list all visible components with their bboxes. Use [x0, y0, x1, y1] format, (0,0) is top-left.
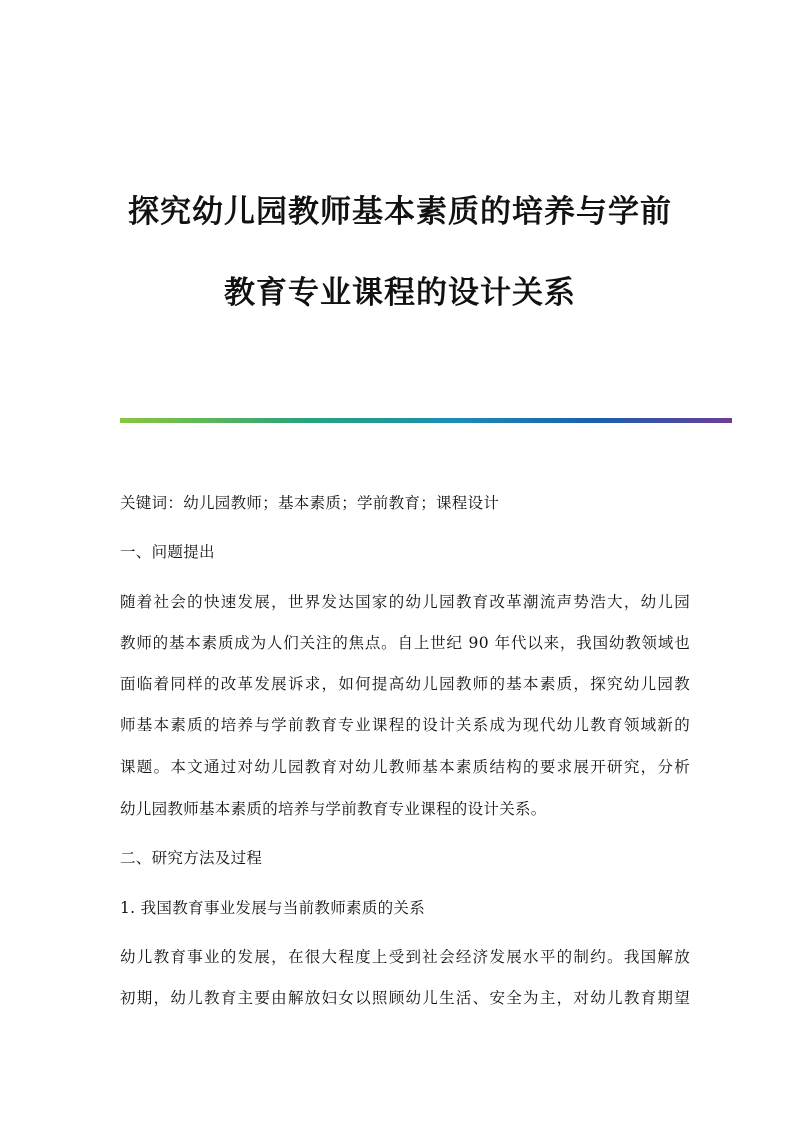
- paragraph-line: 面临着同样的改革发展诉求，如何提高幼儿园教师的基本素质，探究幼儿园教: [120, 675, 690, 693]
- paragraph-line: 幼儿园教师基本素质的培养与学前教育专业课程的设计关系。: [120, 800, 547, 818]
- paragraph-line: 幼儿教育事业的发展，在很大程度上受到社会经济发展水平的制约。我国解放: [120, 948, 690, 966]
- gradient-divider: [120, 418, 732, 423]
- paragraph-line: 师基本素质的培养与学前教育专业课程的设计关系成为现代幼儿教育领域新的: [120, 716, 690, 734]
- paragraph-line: 初期，幼儿教育主要由解放妇女以照顾幼儿生活、安全为主，对幼儿教育期望: [120, 989, 690, 1007]
- document-title-line-2: 教育专业课程的设计关系: [224, 275, 576, 311]
- section-2-heading: 二、研究方法及过程: [120, 849, 263, 867]
- section-1-heading: 一、问题提出: [120, 543, 215, 561]
- section-2-subheading: 1. 我国教育事业发展与当前教师素质的关系: [120, 899, 426, 917]
- keywords: 关键词：幼儿园教师；基本素质；学前教育；课程设计: [120, 494, 500, 512]
- document-title-line-1: 探究幼儿园教师基本素质的培养与学前: [128, 194, 672, 230]
- paragraph-line: 随着社会的快速发展，世界发达国家的幼儿园教育改革潮流声势浩大，幼儿园: [120, 593, 690, 611]
- paragraph-line: 教师的基本素质成为人们关注的焦点。自上世纪 90 年代以来，我国幼教领域也: [120, 634, 690, 652]
- paragraph-line: 课题。本文通过对幼儿园教育对幼儿教师基本素质结构的要求展开研究，分析: [120, 758, 690, 776]
